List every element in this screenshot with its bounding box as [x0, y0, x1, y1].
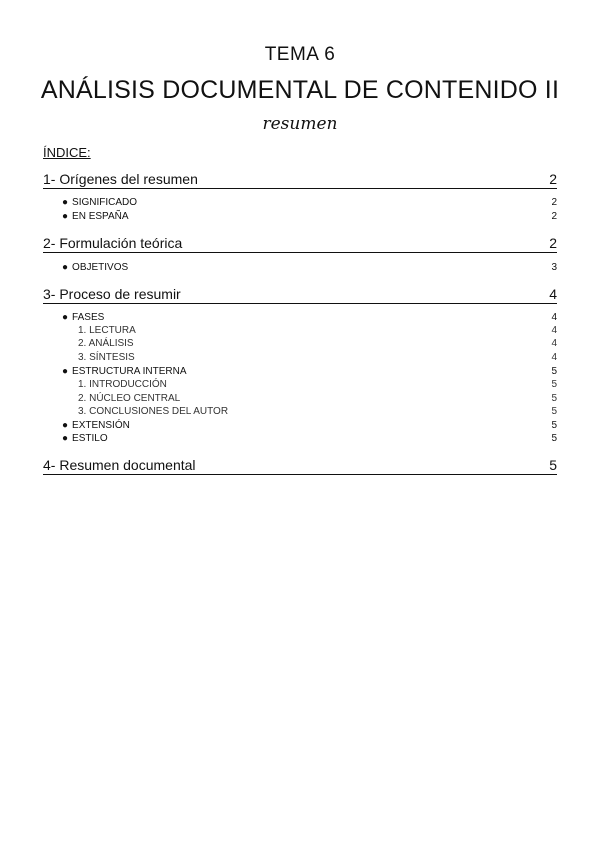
- toc-item-label: ESTRUCTURA INTERNA: [72, 366, 187, 377]
- toc-item-page: 3: [551, 262, 557, 273]
- toc-section-4[interactable]: [43, 457, 557, 475]
- toc-item-label: ESTILO: [72, 433, 108, 444]
- toc-item-page: 4: [551, 338, 557, 349]
- bullet-icon: ●: [62, 366, 69, 377]
- toc-item-page: 5: [551, 393, 557, 404]
- toc-item-label: OBJETIVOS: [72, 262, 129, 273]
- toc-subitem[interactable]: [78, 352, 557, 364]
- toc-item[interactable]: [62, 433, 557, 445]
- page-subtitle: resumen: [262, 114, 338, 134]
- toc-section-label: 1- Orígenes del resumen: [43, 171, 198, 187]
- toc-item-page: 4: [551, 352, 557, 363]
- toc-item[interactable]: [62, 420, 557, 432]
- toc-item-label: 2. NÚCLEO CENTRAL: [78, 393, 181, 404]
- toc-item[interactable]: [62, 312, 557, 324]
- toc-item-page: 5: [551, 406, 557, 417]
- toc-item-label: FASES: [72, 312, 105, 323]
- bullet-icon: ●: [62, 211, 69, 222]
- toc-item-label: EXTENSIÓN: [72, 420, 130, 431]
- toc-page-number: 2: [549, 235, 557, 251]
- toc-subitem[interactable]: [78, 325, 557, 337]
- toc-subitem[interactable]: [78, 338, 557, 350]
- bullet-icon: ●: [62, 433, 69, 444]
- toc-item-page: 2: [551, 197, 557, 208]
- bullet-icon: ●: [62, 312, 69, 323]
- toc-section-3[interactable]: [43, 286, 557, 304]
- toc-item[interactable]: [62, 197, 557, 209]
- toc-item-page: 4: [551, 325, 557, 336]
- topic-number: TEMA 6: [264, 44, 336, 65]
- toc-item[interactable]: [62, 211, 557, 223]
- toc-item-label: SIGNIFICADO: [72, 197, 138, 208]
- toc-item[interactable]: [62, 366, 557, 378]
- toc-item-label: 3. CONCLUSIONES DEL AUTOR: [78, 406, 229, 417]
- toc-item-label: 3. SÍNTESIS: [78, 352, 135, 363]
- toc-item-label: 1. LECTURA: [78, 325, 136, 336]
- toc-subitem[interactable]: [78, 393, 557, 405]
- toc-page-number: 4: [549, 286, 557, 302]
- toc-item-label: 1. INTRODUCCIÓN: [78, 379, 167, 390]
- index-heading: ÍNDICE:: [43, 145, 91, 160]
- bullet-icon: ●: [62, 420, 69, 431]
- toc-item[interactable]: [62, 262, 557, 274]
- bullet-icon: ●: [62, 197, 69, 208]
- toc-page-number: 5: [549, 457, 557, 473]
- page-title: ANÁLISIS DOCUMENTAL DE CONTENIDO II: [40, 76, 560, 104]
- toc-section-label: 3- Proceso de resumir: [43, 286, 181, 302]
- toc-section-label: 2- Formulación teórica: [43, 235, 183, 251]
- toc-item-label: 2. ANÁLISIS: [78, 338, 134, 349]
- toc-subitem[interactable]: [78, 406, 557, 418]
- toc-section-1[interactable]: [43, 171, 557, 189]
- toc-section-2[interactable]: [43, 235, 557, 253]
- toc-item-page: 5: [551, 420, 557, 431]
- bullet-icon: ●: [62, 262, 69, 273]
- toc-section-label: 4- Resumen documental: [43, 457, 196, 473]
- toc-item-label: EN ESPAÑA: [72, 211, 129, 222]
- toc-page-number: 2: [549, 171, 557, 187]
- toc-item-page: 4: [551, 312, 557, 323]
- toc-item-page: 5: [551, 433, 557, 444]
- toc-item-page: 5: [551, 379, 557, 390]
- toc-subitem[interactable]: [78, 379, 557, 391]
- toc-item-page: 2: [551, 211, 557, 222]
- toc-item-page: 5: [551, 366, 557, 377]
